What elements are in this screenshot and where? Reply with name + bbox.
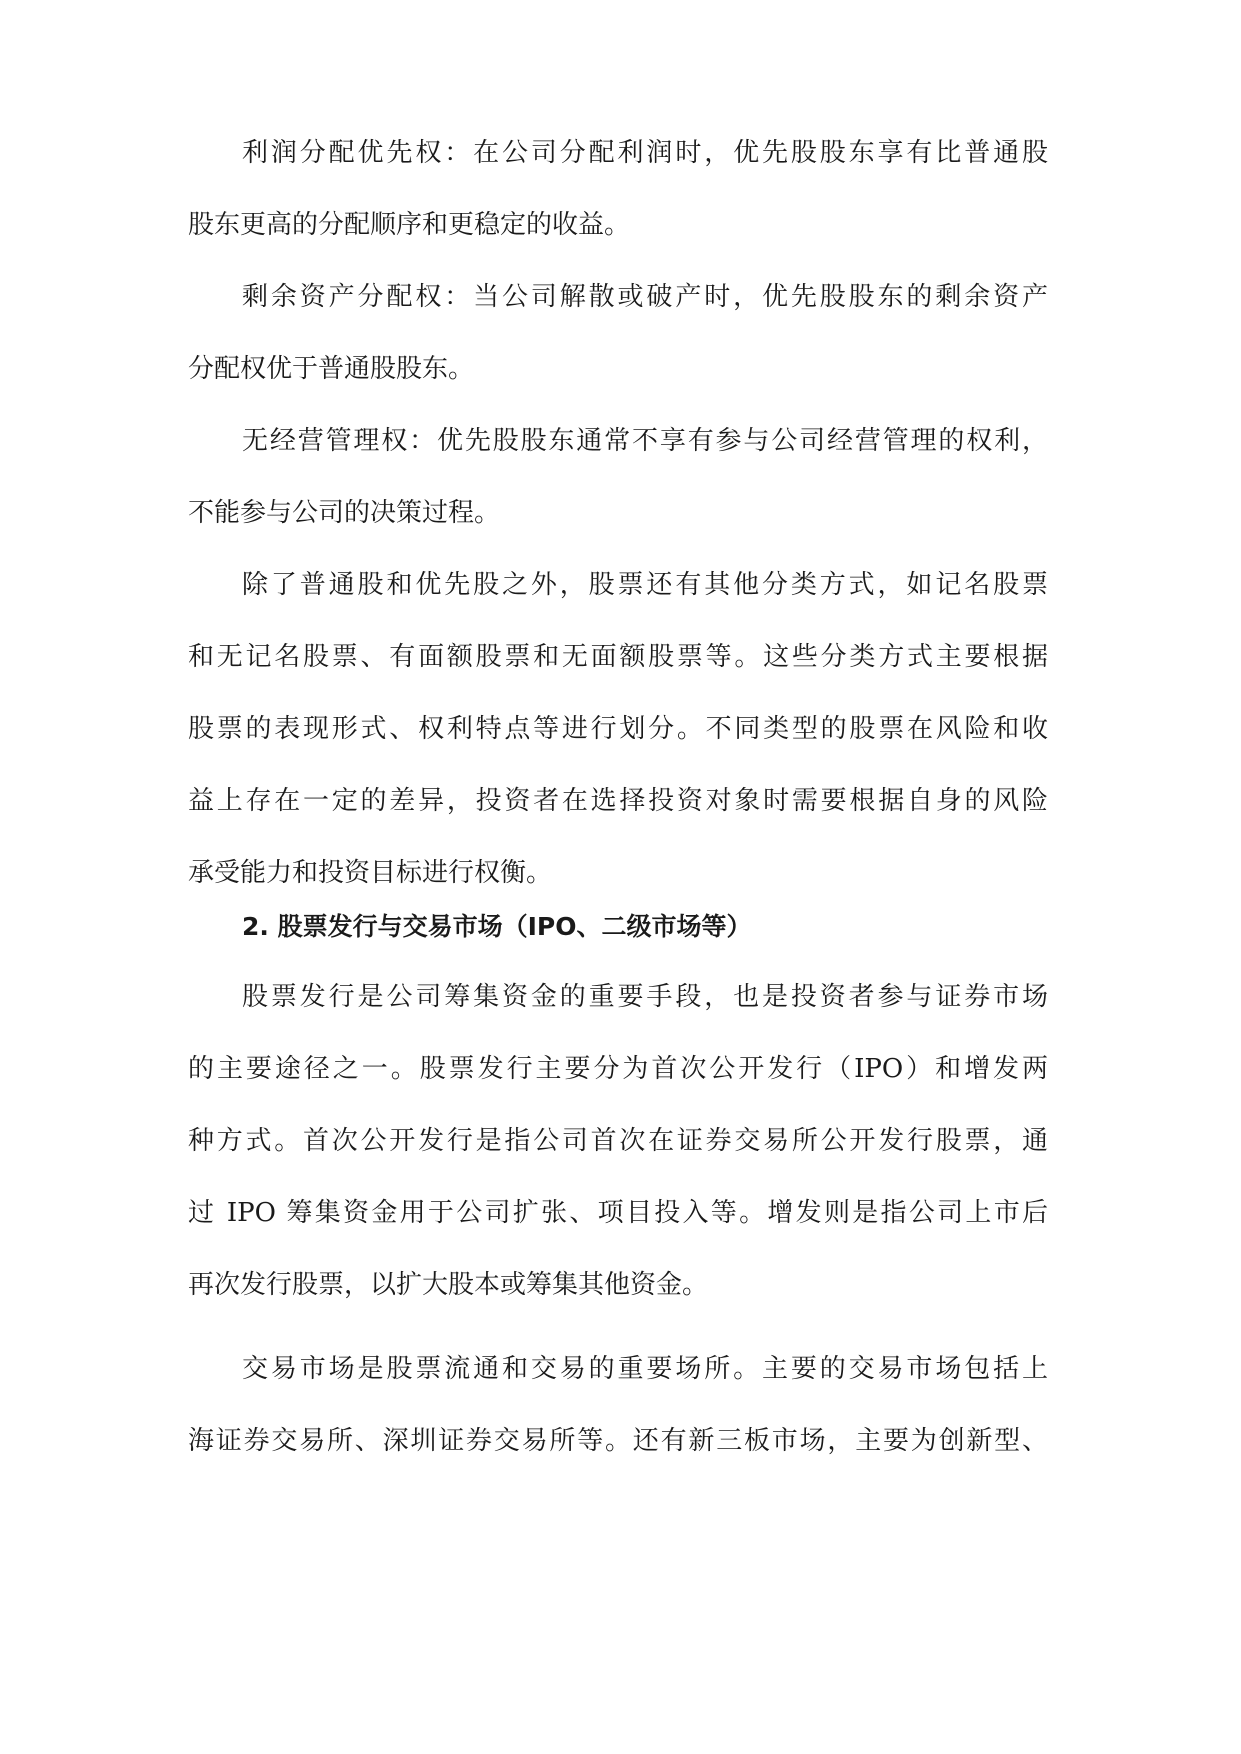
text-line: 无经营管理权：优先股股东通常不享有参与公司经营管理的权利，: [242, 426, 1048, 456]
text-line: 过 IPO 筹集资金用于公司扩张、项目投入等。增发则是指公司上市后: [188, 1198, 1048, 1228]
text-line: 剩余资产分配权：当公司解散或破产时，优先股股东的剩余资产: [242, 282, 1048, 312]
text-line: 益上存在一定的差异，投资者在选择投资对象时需要根据自身的风险: [188, 786, 1048, 816]
text-line: 海证券交易所、深圳证券交易所等。还有新三板市场，主要为创新型、: [188, 1426, 1048, 1456]
text-line: 股票的表现形式、权利特点等进行划分。不同类型的股票在风险和收: [188, 714, 1048, 744]
section-heading: [188, 891, 1048, 963]
text-line: 除了普通股和优先股之外，股票还有其他分类方式，如记名股票: [242, 570, 1048, 600]
text-line: 股票发行是公司筹集资金的重要手段，也是投资者参与证券市场: [242, 982, 1048, 1012]
paragraph-profit-priority: [188, 117, 1048, 261]
text-line: 再次发行股票，以扩大股本或筹集其他资金。: [188, 1270, 709, 1300]
text-line: 利润分配优先权：在公司分配利润时，优先股股东享有比普通股: [242, 138, 1048, 168]
paragraph-no-management-rights: [188, 405, 1048, 549]
text-line: 分配权优于普通股股东。: [188, 354, 475, 384]
section-heading-text: 2. 股票发行与交易市场（IPO、二级市场等）: [242, 912, 752, 941]
paragraph-other-classifications: [188, 549, 1048, 909]
text-line: 和无记名股票、有面额股票和无面额股票等。这些分类方式主要根据: [188, 642, 1048, 672]
text-line: 的主要途径之一。股票发行主要分为首次公开发行（IPO）和增发两: [188, 1054, 1048, 1084]
paragraph-residual-assets: [188, 261, 1048, 405]
paragraph-stock-issuance: [188, 961, 1048, 1321]
paragraph-trading-market: [188, 1333, 1048, 1477]
text-line: 种方式。首次公开发行是指公司首次在证券交易所公开发行股票，通: [188, 1126, 1048, 1156]
text-line: 交易市场是股票流通和交易的重要场所。主要的交易市场包括上: [242, 1354, 1048, 1384]
text-line: 股东更高的分配顺序和更稳定的收益。: [188, 210, 631, 240]
text-line: 不能参与公司的决策过程。: [188, 498, 501, 528]
text-line: 承受能力和投资目标进行权衡。: [188, 858, 553, 888]
